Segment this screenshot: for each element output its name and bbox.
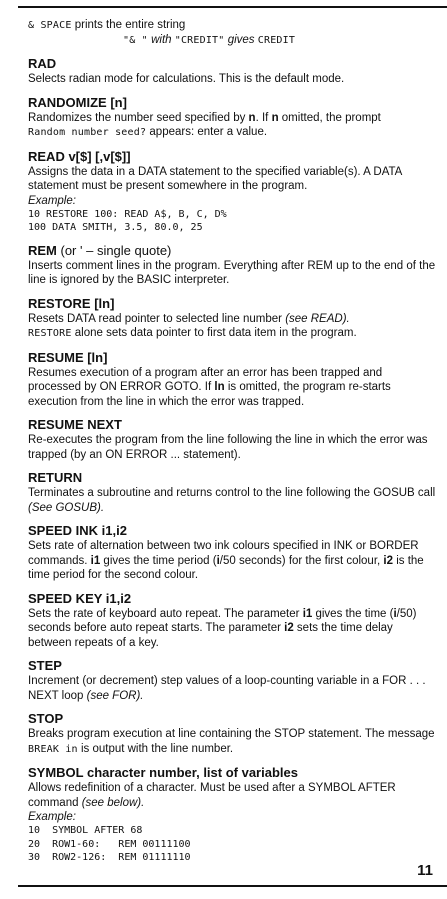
page-number: 11 (417, 862, 433, 879)
entry-heading: SYMBOL character number, list of variables (28, 765, 298, 780)
entry-description: Terminates a subroutine and returns control to the line following the GOSUB call (See GOSUB). (28, 487, 436, 514)
entry-heading: STOP (28, 711, 64, 726)
entry-description: Sets the rate of keyboard auto repeat. The parameter i1 gives the time (i/50) seconds before auto repeat starts. The parameter i2 sets the time delay between repeats of a key. (28, 607, 417, 649)
top-rule (18, 6, 447, 8)
entry-heading: RAD (28, 56, 57, 71)
entry-heading: RESUME [ln] (28, 349, 108, 365)
entry-heading: READ v[$] [,v[$]] (28, 148, 131, 164)
entry-randomize (28, 95, 436, 141)
entry-heading: RESUME NEXT (28, 417, 122, 432)
entry-heading: SPEED KEY i1,i2 (28, 590, 132, 606)
lead-line-1: & SPACE prints the entire string (28, 19, 186, 31)
entry-restore (28, 296, 436, 342)
entry-description: Increment (or decrement) step values of a loop-counting variable in a FOR . . . NEXT loop (see FOR). (28, 675, 426, 702)
entry-description: Selects radian mode for calculations. This is the default mode. (28, 73, 345, 85)
entry-rad (28, 56, 436, 87)
entry-description: Inserts comment lines in the program. Everything after REM up to the end of the line is ignored by the BASIC interpreter. (28, 259, 436, 286)
entry-description: Sets rate of alternation between two ink colours specified in INK or BORDER commands. i1 gives the time period (i/50 seconds) for the first colour, i2 is the time period for the second colour. (28, 540, 424, 581)
entry-stop (28, 711, 436, 757)
entry-heading: REM (or ' – single quote) (28, 242, 172, 258)
entry-description: Randomizes the number seed specified by n. If n omitted, the prompt Random number seed? appears: enter a value. (28, 111, 381, 138)
entry-description: Resets DATA read pointer to selected line number (see READ). RESTORE alone sets data pointer to first data item in the program. (28, 312, 357, 339)
entry-heading: RANDOMIZE [n] (28, 94, 127, 110)
entry-heading: SPEED INK i1,i2 (28, 523, 127, 538)
bottom-rule (18, 885, 447, 887)
manual-page (28, 18, 436, 865)
entry-resume (28, 350, 436, 410)
entry-description: Resumes execution of a program after an error has been trapped and processed by ON ERROR GOTO. If ln is omitted, the program re-starts execution from the line in which the error was trapped. (28, 366, 391, 408)
example-label: Example: (28, 811, 76, 823)
entry-heading: RETURN (28, 470, 83, 485)
entry-description: Allows redefinition of a character. Must be used after a SYMBOL AFTER command (see below). (28, 782, 396, 809)
lead-line-2: "& " with "CREDIT" gives CREDIT (123, 34, 296, 46)
code-example: 10 RESTORE 100: READ A$, B, C, D% 100 DATA SMITH, 3.5, 80.0, 25 (28, 208, 227, 233)
entry-heading: STEP (28, 658, 62, 673)
entry-read (28, 149, 436, 235)
entry-rem (28, 243, 436, 288)
code-example: 10 SYMBOL AFTER 68 20 ROW1-60: REM 00111100 30 ROW2-126: REM 01111110 (28, 825, 191, 863)
example-label: Example: (28, 194, 76, 207)
entry-description: Breaks program execution at line containing the STOP statement. The message BREAK in is output with the line number. (28, 728, 435, 755)
entry-return (28, 470, 436, 515)
entry-step (28, 658, 436, 703)
entry-resume-next (28, 417, 436, 462)
entry-description: Re-executes the program from the line following the line in which the error was trapped (by an ON ERROR ... statement). (28, 434, 428, 461)
entry-symbol (28, 765, 436, 865)
entry-description: Assigns the data in a DATA statement to the specified variable(s). A DATA statement must be present somewhere in the program. (28, 165, 402, 192)
entry-speed-key (28, 591, 436, 651)
entry-heading: RESTORE [ln] (28, 295, 115, 311)
entry-speed-ink (28, 523, 436, 583)
